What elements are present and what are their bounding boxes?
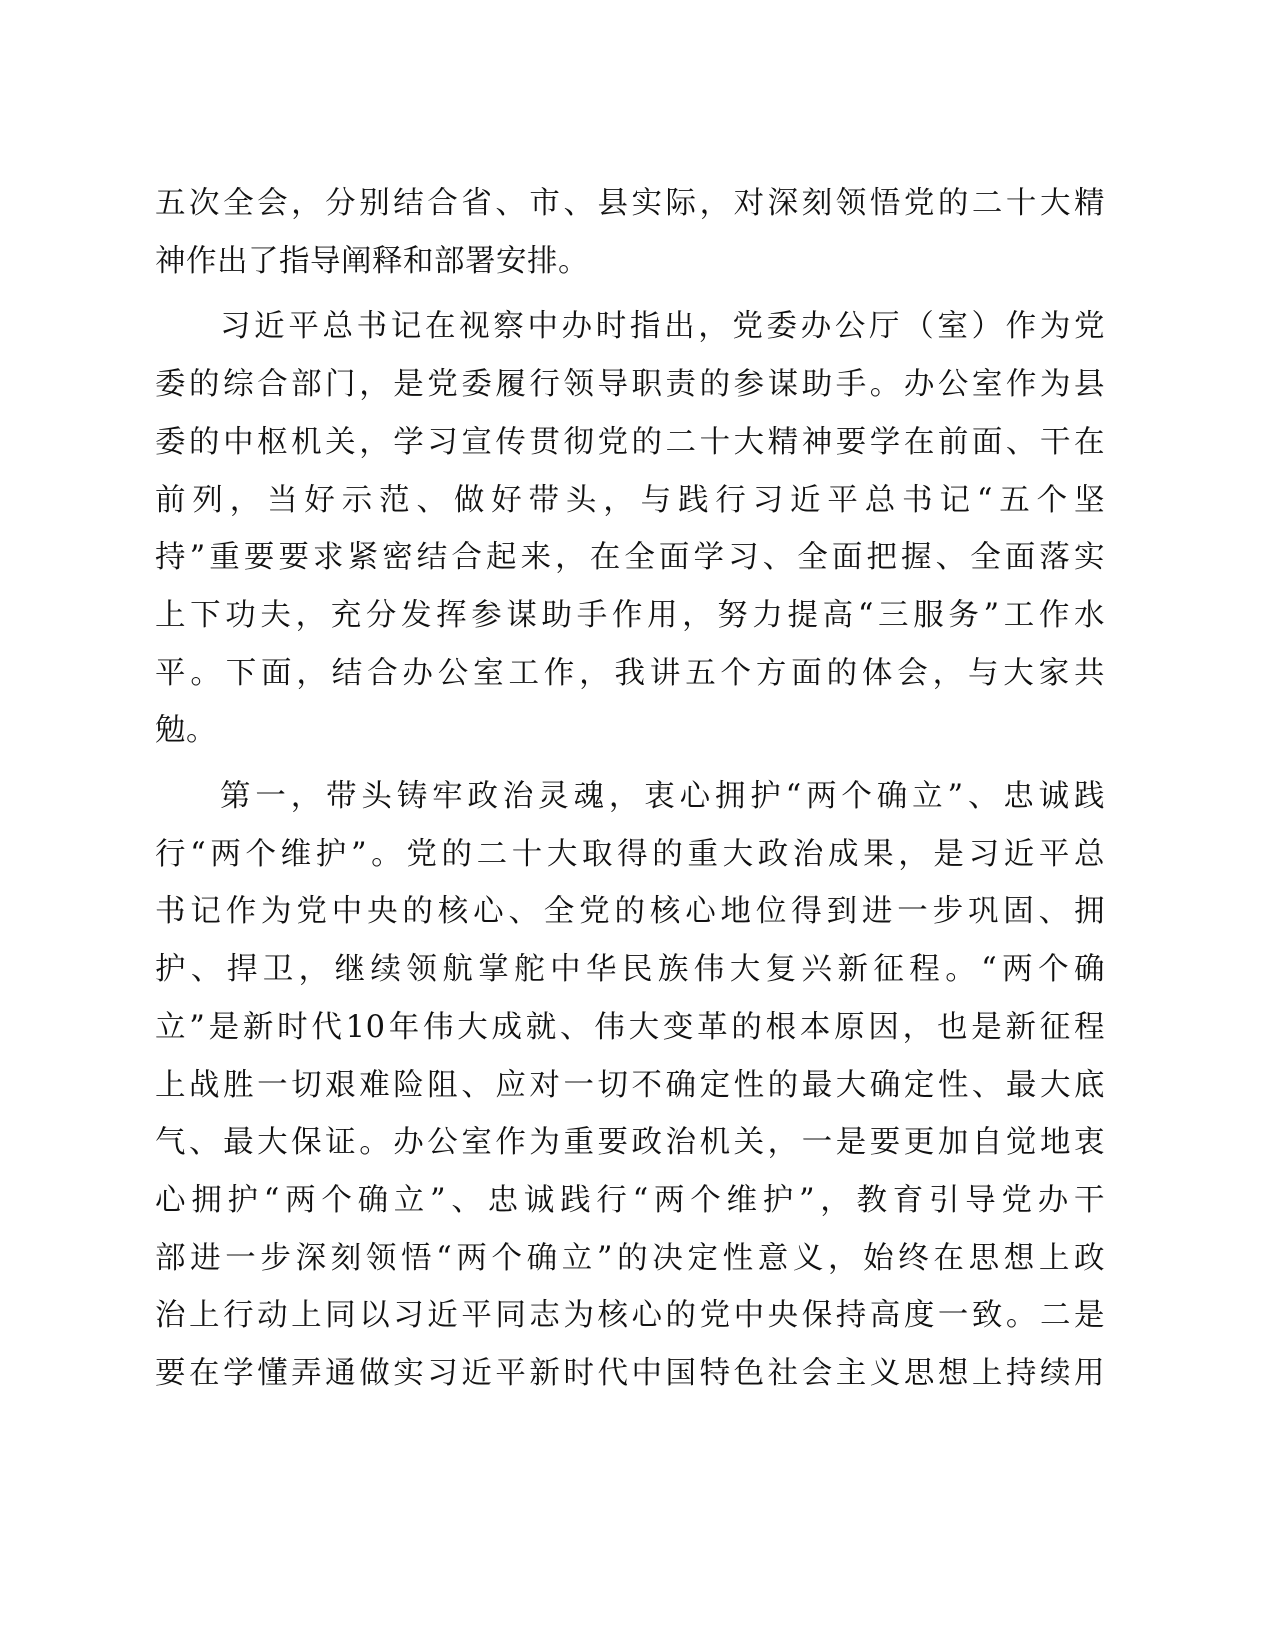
text-line: 治上行动上同以习近平同志为核心的党中央保持高度一致。二是	[155, 1298, 1105, 1334]
paragraph-2	[155, 298, 1105, 760]
text-line: 五次全会，分别结合省、市、县实际，对深刻领悟党的二十大精	[155, 186, 1105, 221]
paragraph-3	[155, 768, 1105, 1403]
text-line: 要在学懂弄通做实习近平新时代中国特色社会主义思想上持续用	[155, 1356, 1105, 1392]
text-line: 持”重要要求紧密结合起来，在全面学习、全面把握、全面落实	[155, 540, 1105, 576]
text-line: 委的中枢机关，学习宣传贯彻党的二十大精神要学在前面、干在	[155, 424, 1105, 460]
text-line: 立”是新时代10年伟大成就、伟大变革的根本原因，也是新征程	[155, 1009, 1105, 1045]
text-line: 第一，带头铸牢政治灵魂，衷心拥护“两个确立”、忠诚践	[220, 779, 1105, 815]
text-line: 上战胜一切艰难险阻、应对一切不确定性的最大确定性、最大底	[155, 1067, 1105, 1103]
document-body	[155, 175, 1105, 1411]
text-line: 委的综合部门，是党委履行领导职责的参谋助手。办公室作为县	[155, 367, 1105, 403]
text-line: 前列，当好示范、做好带头，与践行习近平总书记“五个坚	[155, 482, 1105, 518]
text-line: 习近平总书记在视察中办时指出，党委办公厅（室）作为党	[220, 309, 1105, 345]
paragraph-1	[155, 175, 1105, 290]
text-line: 平。下面，结合办公室工作，我讲五个方面的体会，与大家共	[155, 655, 1105, 691]
text-line: 书记作为党中央的核心、全党的核心地位得到进一步巩固、拥	[155, 894, 1105, 930]
text-line: 心拥护“两个确立”、忠诚践行“两个维护”，教育引导党办干	[155, 1182, 1105, 1218]
text-line: 气、最大保证。办公室作为重要政治机关，一是要更加自觉地衷	[155, 1125, 1105, 1161]
text-line: 勉。	[155, 713, 217, 749]
text-line: 护、捍卫，继续领航掌舵中华民族伟大复兴新征程。“两个确	[155, 952, 1105, 988]
text-line: 神作出了指导阐释和部署安排。	[155, 243, 589, 279]
text-line: 部进一步深刻领悟“两个确立”的决定性意义，始终在思想上政	[155, 1240, 1105, 1276]
text-line: 行“两个维护”。党的二十大取得的重大政治成果，是习近平总	[155, 836, 1105, 872]
text-line: 上下功夫，充分发挥参谋助手作用，努力提高“三服务”工作水	[155, 597, 1105, 633]
